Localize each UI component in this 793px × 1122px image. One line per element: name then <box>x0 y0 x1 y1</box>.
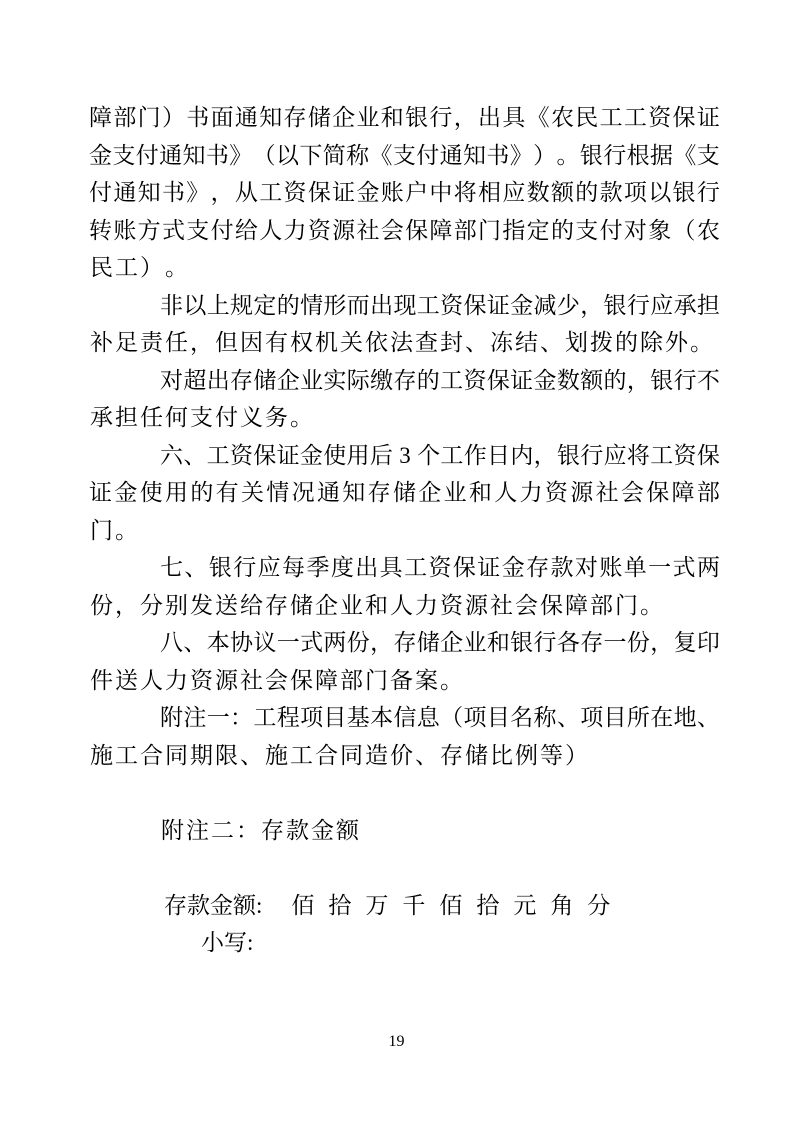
text-line: 八 、 本 协 议 一 式 两 份 ， 存 储 企 业 和 银 行 各 存 一 份 ， 复 印 <box>160 630 720 655</box>
text-line: 件送人力资源社会保障部门备案。 <box>90 667 463 693</box>
scale-unit: 佰 <box>291 892 315 918</box>
amount-scale-units <box>290 887 611 925</box>
text-line: 付 通 知 书 》 ， 从 工 资 保 证 金 账 户 中 将 相 应 数 额 的 款 项 以 银 行 <box>89 180 720 205</box>
text-line: 施工合同期限、施工合同造价、存储比例等） <box>90 742 588 768</box>
page-footer <box>0 1032 793 1052</box>
text-line: 七 、 银 行 应 每 季 度 出 具 工 资 保 证 金 存 款 对 账 单 一 式 两 <box>160 555 720 580</box>
document-body <box>89 99 720 887</box>
text-line: 证 金 使 用 的 有 关 情 况 通 知 存 储 企 业 和 人 力 资 源 社 会 保 障 部 <box>89 480 720 505</box>
text-line: 非 以 上 规 定 的 情 形 而 出 现 工 资 保 证 金 减 少 ， 银 行 应 承 担 <box>160 292 720 318</box>
text-line: 附注二：存款金额 <box>161 817 359 843</box>
text-line: 门。 <box>90 517 138 543</box>
text-line: 对 超 出 存 储 企 业 实 际 缴 存 的 工 资 保 证 金 数 额 的 ， 银 行 不 <box>160 367 720 393</box>
scale-unit: 万 <box>365 892 389 918</box>
text-line: 承担任何支付义务。 <box>90 405 313 430</box>
scale-unit: 分 <box>587 892 611 918</box>
text-line: 转 账 方 式 支 付 给 人 力 资 源 社 会 保 障 部 门 指 定 的 支 付 对 象 （ 农 <box>89 217 720 243</box>
scale-unit: 拾 <box>476 892 500 918</box>
text-line <box>89 774 720 812</box>
text-line: 补足责任，但因有权机关依法查封、冻结、划拨的除外。 <box>90 330 713 355</box>
scale-unit: 元 <box>513 892 537 918</box>
lowercase-label: 小写: <box>201 930 254 955</box>
text-line: 金 支 付 通 知 书 》 （ 以 下 简 称 《 支 付 通 知 书 》 ） 。 银 行 根 据 《 支 <box>89 142 720 168</box>
text-line: 民工）。 <box>90 255 188 280</box>
scale-unit: 拾 <box>328 892 352 918</box>
text-line: 份，分别发送给存储企业和人力资源社会保障部门。 <box>90 592 663 618</box>
text-line: 附 注 一 ： 工 程 项 目 基 本 信 息 （ 项 目 名 称 、 项 目 所 在 地 、 <box>160 705 720 730</box>
text-line <box>89 849 720 887</box>
scale-unit: 佰 <box>439 892 463 918</box>
amount-row <box>89 887 720 925</box>
page-number: 19 <box>388 1033 405 1050</box>
lowercase-row <box>89 924 720 962</box>
text-line: 六 、 工 资 保 证 金 使 用 后 3 个 工 作 日 内 ， 银 行 应 将 工 资 保 <box>160 442 720 468</box>
scale-unit: 角 <box>550 892 574 918</box>
amount-label: 存款金额: <box>164 892 263 918</box>
document-content <box>89 99 720 962</box>
text-line: 障 部 门 ） 书 面 通 知 存 储 企 业 和 银 行 ， 出 具 《 农 民 工 工 资 保 证 <box>89 105 720 130</box>
scale-unit: 千 <box>402 892 426 918</box>
